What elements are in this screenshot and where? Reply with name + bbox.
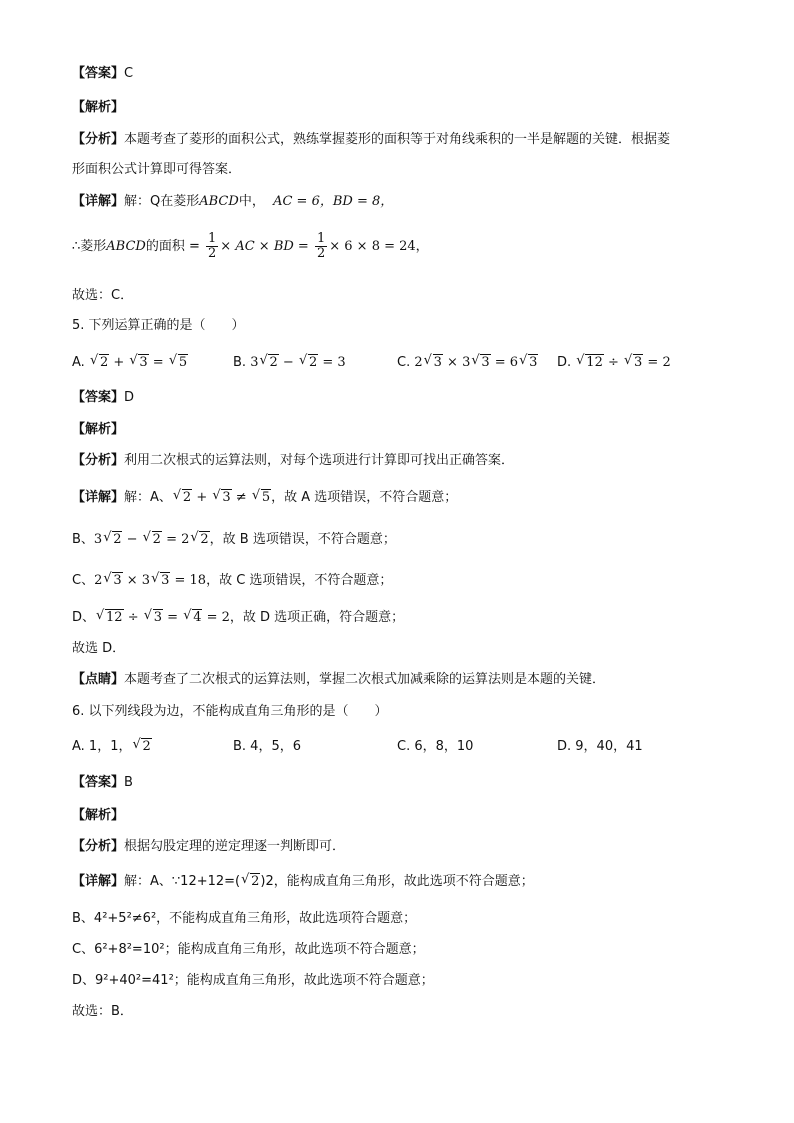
q6-choose: 故选：B． <box>72 1004 133 1019</box>
q4-fenxi: 【分析】本题考查了菱形的面积公式，熟练掌握菱形的面积等于对角线乘积的一半是解题的关键．根据菱 <box>72 132 671 147</box>
q6-answer: 【答案】B <box>72 775 133 790</box>
q5-option-c: C. 2√ 3 × 3√ 3 = 6√ 3 <box>397 353 538 373</box>
q5-answer: 【答案】D <box>72 390 135 405</box>
q6-detail-c: C、6²+8²=10²；能构成直角三角形，故此选项不符合题意； <box>72 942 425 957</box>
q6-detail-d: D、9²+40²=41²；能构成直角三角形，故此选项不符合题意； <box>72 973 434 988</box>
q5-option-b: B. 3√ 2 − √ 2 = 3 <box>233 353 346 373</box>
q5-choose: 故选 D． <box>72 641 126 656</box>
q6-option-d: D. 9，40，41 <box>557 739 643 754</box>
q6-option-c: C. 6，8，10 <box>397 739 474 754</box>
q5-dianjing: 【点睛】本题考查了二次根式的运算法则，掌握二次根式加减乘除的运算法则是本题的关键． <box>72 672 606 687</box>
q5-option-a: A. √ 2 + √ 3 = √ 5 <box>72 353 188 373</box>
q6-fenxi: 【分析】根据勾股定理的逆定理逐一判断即可． <box>72 839 346 854</box>
q5-stem: 5. 下列运算正确的是（ ） <box>72 318 245 333</box>
q6-option-a: A. 1，1，√ 2 <box>72 737 152 757</box>
q4-analysis-label: 【解析】 <box>72 100 125 115</box>
fraction-half: $\frac{1}{2}$ <box>208 231 217 261</box>
q5-detail-c: C、2√ 3 × 3√ 3 = 18，故 C 选项错误，不符合题意； <box>72 571 392 591</box>
q4-detail-1: 【详解】解：Q在菱形ABCD中， AC = 6，BD = 8， <box>72 194 394 209</box>
q6-analysis-label: 【解析】 <box>72 808 125 823</box>
q4-choose: 故选：C． <box>72 288 134 303</box>
q5-detail-b: B、3√ 2 − √ 2 = 2√ 2，故 B 选项错误，不符合题意； <box>72 530 396 550</box>
q4-fenxi-cont: 形面积公式计算即可得答案． <box>72 162 242 177</box>
q5-detail-a: 【详解】解：A、√ 2 + √ 3 ≠ √ 5，故 A 选项错误，不符合题意； <box>72 488 457 508</box>
q5-fenxi: 【分析】利用二次根式的运算法则，对每个选项进行计算即可找出正确答案． <box>72 453 515 468</box>
q4-detail-2: ∴菱形ABCD的面积 = $\frac{1}{2}$ × AC × BD = $\frac{1}{2}$ × 6 × 8 = 24， <box>72 231 429 261</box>
q5-analysis-label: 【解析】 <box>72 422 125 437</box>
q5-detail-d: D、√ 12 ÷ √ 3 = √ 4 = 2，故 D 选项正确，符合题意； <box>72 608 404 628</box>
fraction-half: $\frac{1}{2}$ <box>316 231 326 261</box>
q4-answer: 【答案】C <box>72 66 134 81</box>
q6-option-b: B. 4，5，6 <box>233 739 301 754</box>
q6-stem: 6. 以下列线段为边，不能构成直角三角形的是（ ） <box>72 704 388 719</box>
q6-detail-b: B、4²+5²≠6²，不能构成直角三角形，故此选项符合题意； <box>72 911 417 926</box>
q5-option-d: D. √ 12 ÷ √ 3 = 2 <box>557 353 671 373</box>
q6-detail-a: 【详解】解：A、∵12+12=(√ 2)2，能构成直角三角形，故此选项不符合题意； <box>72 872 534 892</box>
